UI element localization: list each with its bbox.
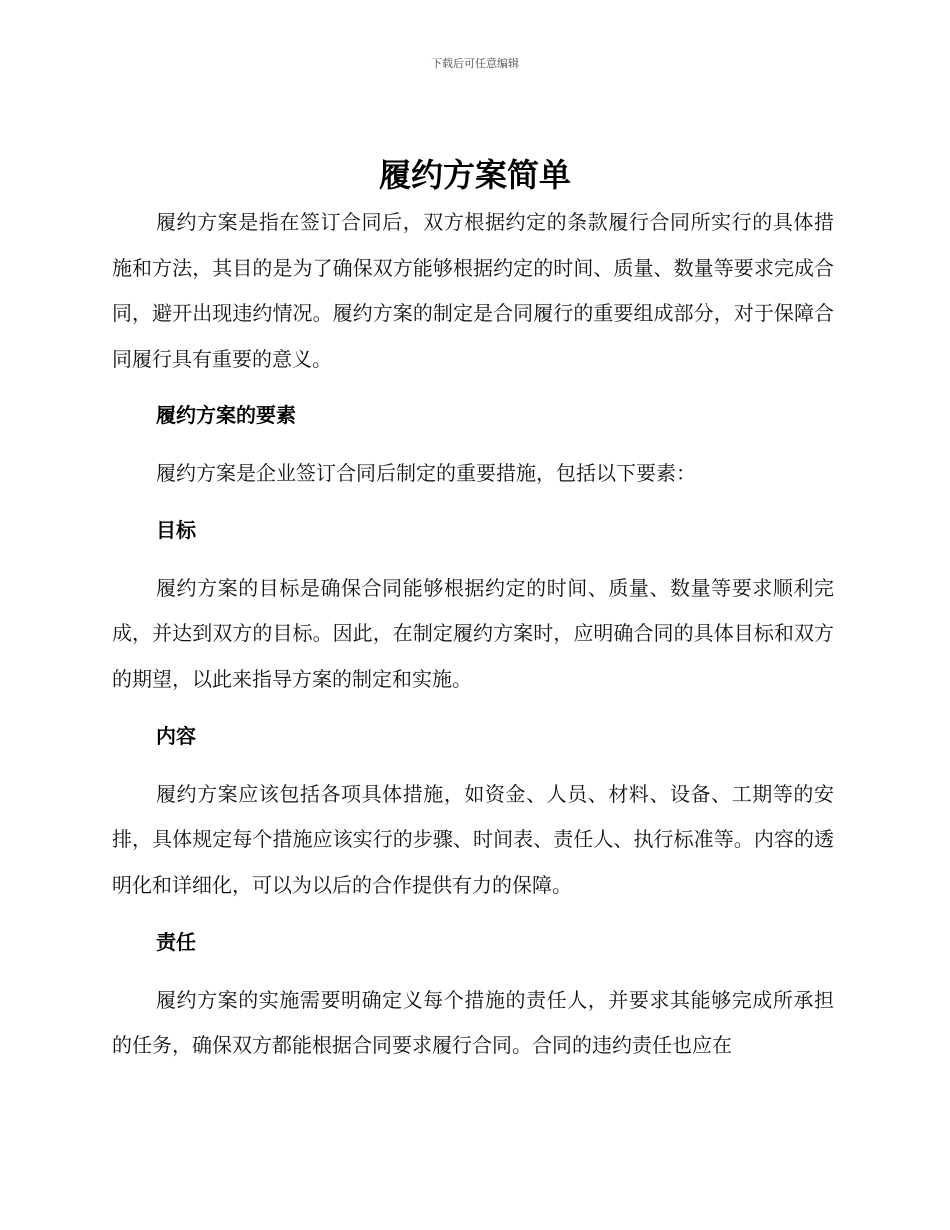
responsibility-paragraph: 履约方案的实施需要明确定义每个措施的责任人，并要求其能够完成所承担的任务，确保双方都能根据合同要求履行合同。合同的违约责任也应在 [112, 987, 834, 1057]
document-title: 履约方案简单 [378, 156, 571, 194]
section-heading-goal: 目标 [156, 518, 196, 542]
elements-intro-paragraph: 履约方案是企业签订合同后制定的重要措施，包括以下要素： [156, 460, 696, 485]
goal-paragraph: 履约方案的目标是确保合同能够根据约定的时间、质量、数量等要求顺利完成，并达到双方的目标。因此，在制定履约方案时，应明确合同的具体目标和双方的期望，以此来指导方案的制定和实施。 [112, 575, 834, 691]
content-paragraph: 履约方案应该包括各项具体措施，如资金、人员、材料、设备、工期等的安排，具体规定每个措施应该实行的步骤、时间表、责任人、执行标准等。内容的透明化和详细化，可以为以后的合作提供有力的保障。 [112, 781, 834, 897]
header-note: 下载后可任意编辑 [431, 57, 519, 70]
document-body [112, 200, 834, 1069]
intro-paragraph: 履约方案是指在签订合同后，双方根据约定的条款履行合同所实行的具体措施和方法，其目的是为了确保双方能够根据约定的时间、质量、数量等要求完成合同，避开出现违约情况。履约方案的制定是合同履行的重要组成部分，对于保障合同履行具有重要的意义。 [112, 210, 834, 371]
section-heading-content: 内容 [156, 724, 196, 748]
section-heading-responsibility: 责任 [156, 930, 196, 954]
section-heading-elements: 履约方案的要素 [156, 403, 296, 427]
